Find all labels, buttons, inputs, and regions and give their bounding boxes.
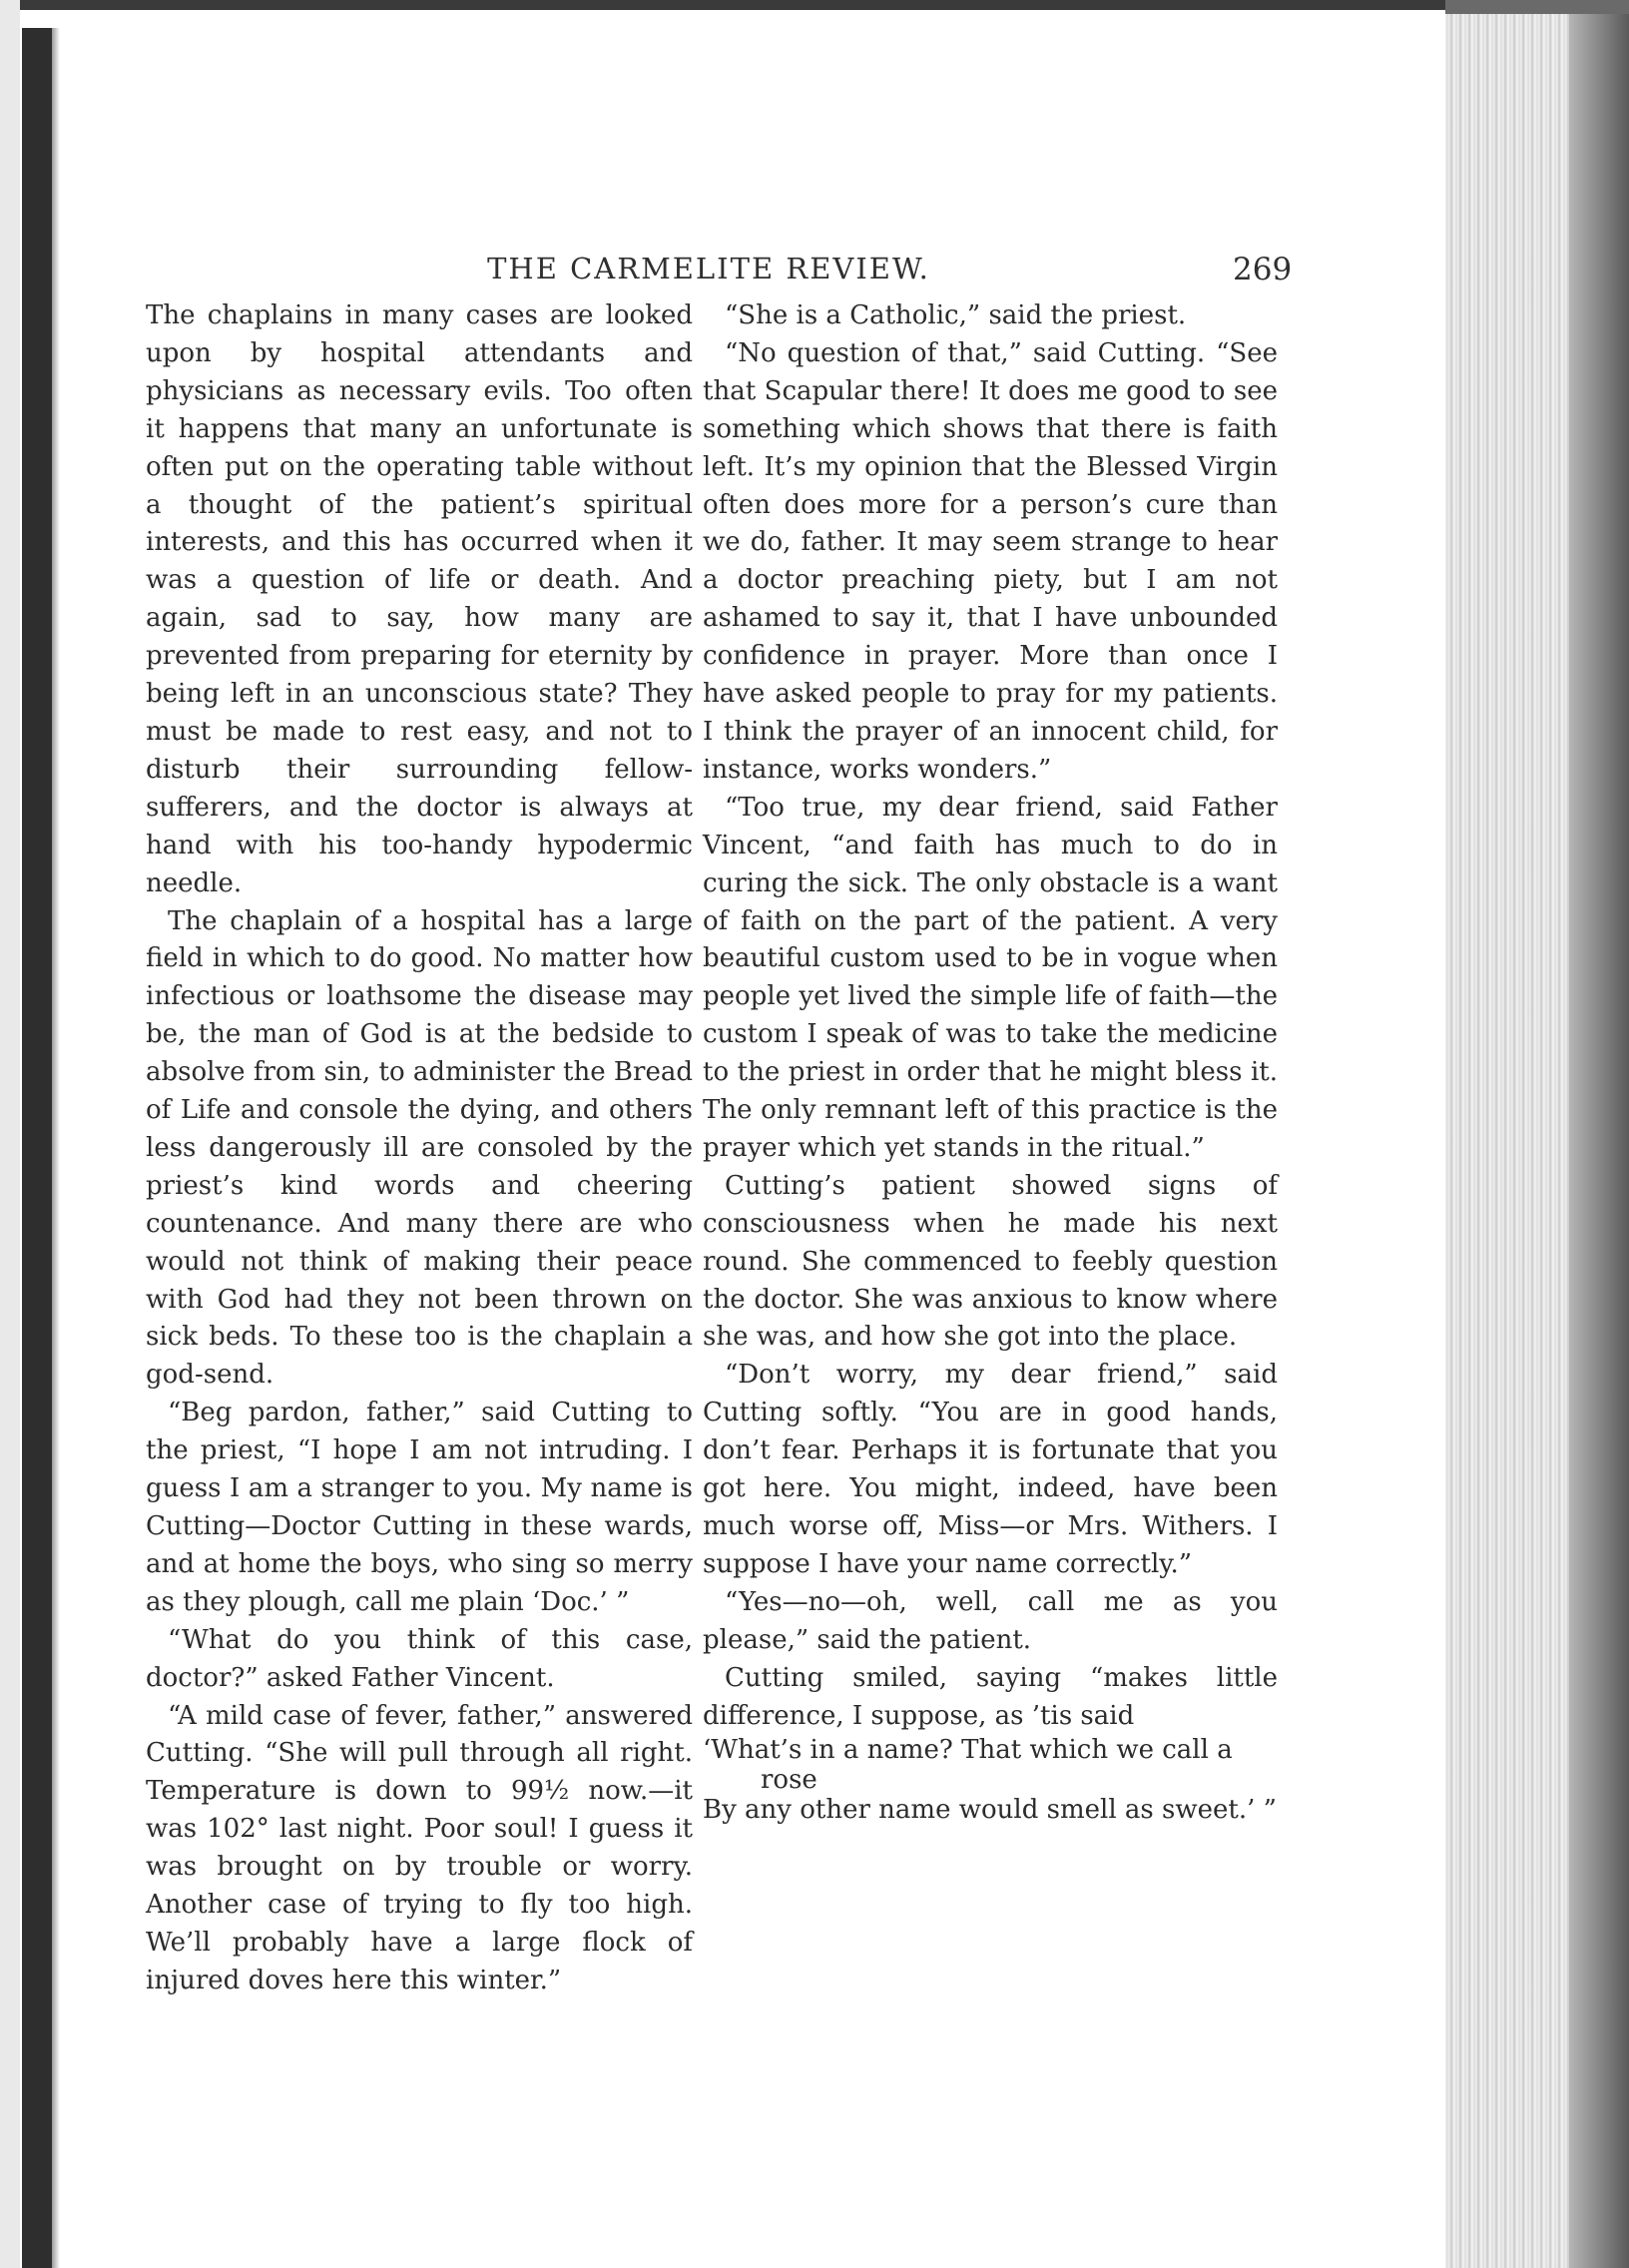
- paragraph: “A mild case of fever, father,” answered Cutting. “She will pull through all right. Temperature is down to 99½ now.—it was 102° last night. Poor soul! I guess it was brought on by trouble or worry. Another case of trying to fly too high. We’ll probably have a large flock of injured doves here this winter.”: [146, 1700, 693, 1995]
- gutter-shadow: [52, 28, 60, 2268]
- book-binding-gutter: [22, 28, 52, 2268]
- paragraph: The chaplains in many cases are looked upon by hospital attendants and physicians as necessary evils. Too often it happens that many an unfortunate is often put on the operating table without a thought of the patient’s spiritual interests, and this has occurred when it was a question of life or death. And again, sad to say, how many are prevented from preparing for eternity by being left in an unconscious state? They must be made to rest easy, and not to disturb their surrounding fellow-sufferers, and the doctor is always at hand with his too-handy hypodermic needle.: [146, 300, 693, 898]
- right-column: [703, 297, 1278, 1825]
- paragraph: “Yes—no—oh, well, call me as you please,” said the patient.: [703, 1586, 1278, 1655]
- fore-edge-shadow: [1569, 6, 1629, 2268]
- paragraph: Cutting’s patient showed signs of consciousness when he made his next round. She commenced to feebly question the doctor. She was anxious to know where she was, and how she got into the place.: [703, 1170, 1278, 1353]
- verse-line: ‘What’s in a name? That which we call a rose: [703, 1735, 1233, 1796]
- paragraph: The chaplain of a hospital has a large field in which to do good. No matter how infectious or loathsome the disease may be, the man of God is at the bedside to absolve from sin, to administer the Bread of Life and console the dying, and others less dangerously ill are consoled by the priest’s kind words and cheering countenance. And many there are who would not think of making their peace with God had they not been thrown on sick beds. To these too is the chaplain a god-send.: [146, 905, 693, 1391]
- paragraph: “What do you think of this case, doctor?” asked Father Vincent.: [146, 1624, 693, 1693]
- paragraph: Cutting smiled, saying “makes little difference, I suppose, as ’tis said: [703, 1662, 1278, 1731]
- fore-edge-top: [1445, 0, 1629, 14]
- page-top-shadow: [0, 0, 1629, 10]
- running-head: THE CARMELITE REVIEW.: [487, 252, 930, 285]
- paragraph: “No question of that,” said Cutting. “See that Scapular there! It does me good to see something which shows that there is faith left. It’s my opinion that the Blessed Virgin often does more for a person’s cure than we do, father. It may seem strange to hear a doctor preaching piety, but I am not ashamed to say it, that I have unbounded confidence in prayer. More than once I have asked people to pray for my patients. I think the prayer of an innocent child, for instance, works wonders.”: [703, 337, 1278, 785]
- paragraph: “Don’t worry, my dear friend,” said Cutting softly. “You are in good hands, don’t fear. Perhaps it is fortunate that you got here. You might, indeed, have been much worse off, Miss—or Mrs. Withers. I suppose I have your name correctly.”: [703, 1360, 1278, 1579]
- left-column: [146, 297, 693, 2000]
- paragraph: “She is a Catholic,” said the priest.: [725, 300, 1187, 330]
- left-margin-edge: [0, 0, 20, 2268]
- paragraph: “Too true, my dear friend, said Father Vincent, “and faith has much to do in curing the sick. The only obstacle is a want of faith on the part of the patient. A very beautiful custom used to be in vogue when people yet lived the simple life of faith—the custom I speak of was to take the medicine to the priest in order that he might bless it. The only remnant left of this practice is the prayer which yet stands in the ritual.”: [703, 792, 1278, 1163]
- verse-line: By any other name would smell as sweet.’ ”: [703, 1795, 1277, 1826]
- paragraph: “Beg pardon, father,” said Cutting to the priest, “I hope I am not intruding. I guess I am a stranger to you. My name is Cutting—Doctor Cutting in these wards, and at home the boys, who sing so merry as they plough, call me plain ‘Doc.’ ”: [146, 1398, 693, 1617]
- page-number: 269: [1233, 252, 1293, 287]
